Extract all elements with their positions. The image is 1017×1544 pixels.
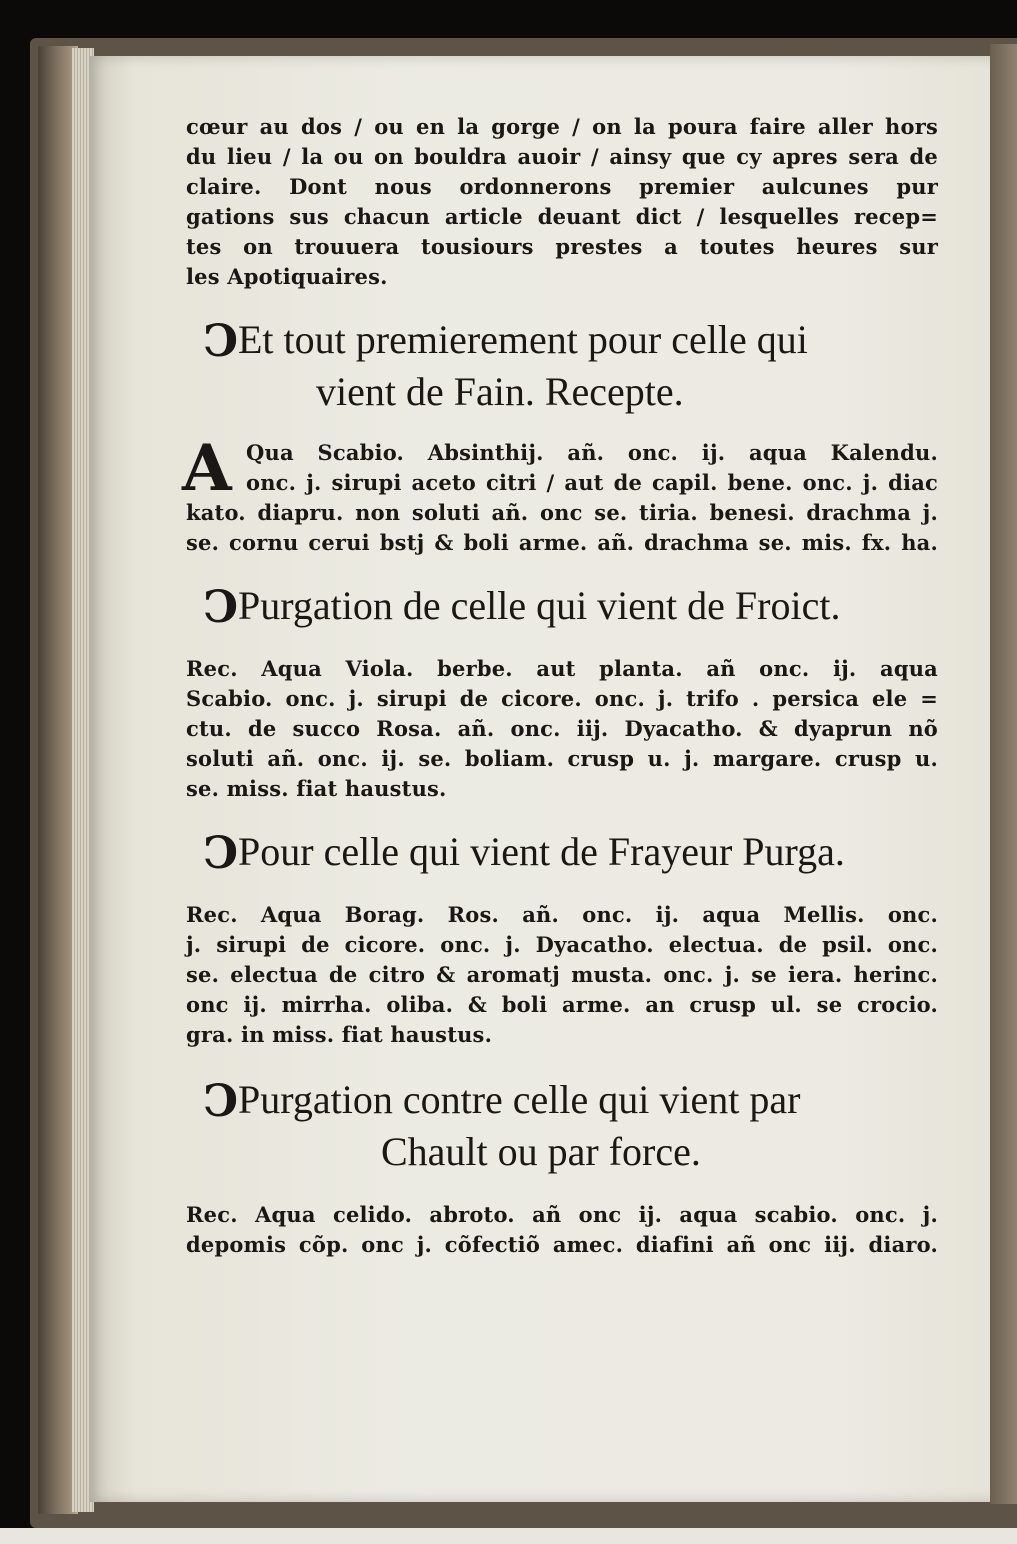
text-line: onc. j. sirupi aceto citri / aut de capil. bene. onc. j. diac: [246, 470, 938, 495]
bottom-margin: [0, 1528, 1017, 1544]
section-heading-fain: [186, 314, 938, 418]
heading-line: Chault ou par force.: [381, 1129, 701, 1174]
recipe-chault: [186, 1200, 938, 1260]
heading-line: Purgation de celle qui vient de Froict.: [238, 583, 841, 628]
drop-cap: A: [182, 431, 232, 506]
intro-paragraph: [186, 112, 938, 292]
section-heading-froict: [186, 580, 938, 632]
text-line: se. miss. fiat haustus.: [186, 776, 447, 801]
section-heading-frayeur: [186, 826, 938, 878]
text-line: Rec. Aqua Borag. Ros. añ. onc. ij. aqua Mellis. onc.: [186, 902, 938, 927]
text-line: soluti añ. onc. ij. se. boliam. crusp u. j. margare. crusp u.: [186, 746, 938, 771]
paragraph-mark-icon: C: [202, 582, 238, 633]
heading-line: Pour celle qui vient de Frayeur Purga.: [238, 829, 845, 874]
recipe-froict: [186, 654, 938, 804]
text-line: depomis cõp. onc j. cõfectiõ amec. diafini añ onc iij. diaro.: [186, 1232, 938, 1257]
text-line: onc ij. mirrha. oliba. & boli arme. an crusp ul. se crocio.: [186, 992, 938, 1017]
text-line: gra. in miss. fiat haustus.: [186, 1022, 493, 1047]
text-line: cœur au dos / ou en la gorge / on la poura faire aller hors: [186, 114, 938, 139]
text-line: tes on trouuera tousiours prestes a toutes heures sur: [186, 234, 938, 259]
text-line: Rec. Aqua celido. abroto. añ onc ij. aqua scabio. onc. j.: [186, 1202, 938, 1227]
text-line: gations sus chacun article deuant dict / lesquelles recep=: [186, 204, 938, 229]
paragraph-mark-icon: C: [202, 1076, 238, 1127]
text-line: ctu. de succo Rosa. añ. onc. iij. Dyacatho. & dyaprun nõ: [186, 716, 938, 741]
text-line: les Apotiquaires.: [186, 264, 388, 289]
heading-line: Purgation contre celle qui vient par: [238, 1077, 801, 1122]
text-line: claire. Dont nous ordonnerons premier aulcunes pur: [186, 174, 938, 199]
text-line: Qua Scabio. Absinthij. añ. onc. ij. aqua Kalendu.: [246, 440, 938, 465]
text-line: se. electua de citro & aromatj musta. onc. j. se iera. herinc.: [186, 962, 938, 987]
text-line: Rec. Aqua Viola. berbe. aut planta. añ onc. ij. aqua: [186, 656, 938, 681]
section-heading-chault: [186, 1074, 938, 1178]
text-line: se. cornu cerui bstj & boli arme. añ. drachma se. mis. fx. ha.: [186, 530, 938, 555]
facing-cover-edge: [990, 44, 1017, 1504]
page-text: [182, 112, 938, 1260]
heading-line: Et tout premierement pour celle qui: [238, 317, 808, 362]
text-line: Scabio. onc. j. sirupi de cicore. onc. j. trifo . persica ele =: [186, 686, 938, 711]
paragraph-mark-icon: C: [202, 316, 238, 367]
text-line: j. sirupi de cicore. onc. j. Dyacatho. electua. de psil. onc.: [186, 932, 938, 957]
recipe-frayeur: [186, 900, 938, 1050]
text-line: kato. diapru. non soluti añ. onc se. tiria. benesi. drachma j.: [186, 500, 938, 525]
heading-line: vient de Fain. Recepte.: [316, 369, 684, 414]
recipe-fain: [182, 431, 938, 558]
text-line: du lieu / la ou on bouldra auoir / ainsy que cy apres sera de: [186, 144, 938, 169]
paragraph-mark-icon: C: [202, 828, 238, 879]
